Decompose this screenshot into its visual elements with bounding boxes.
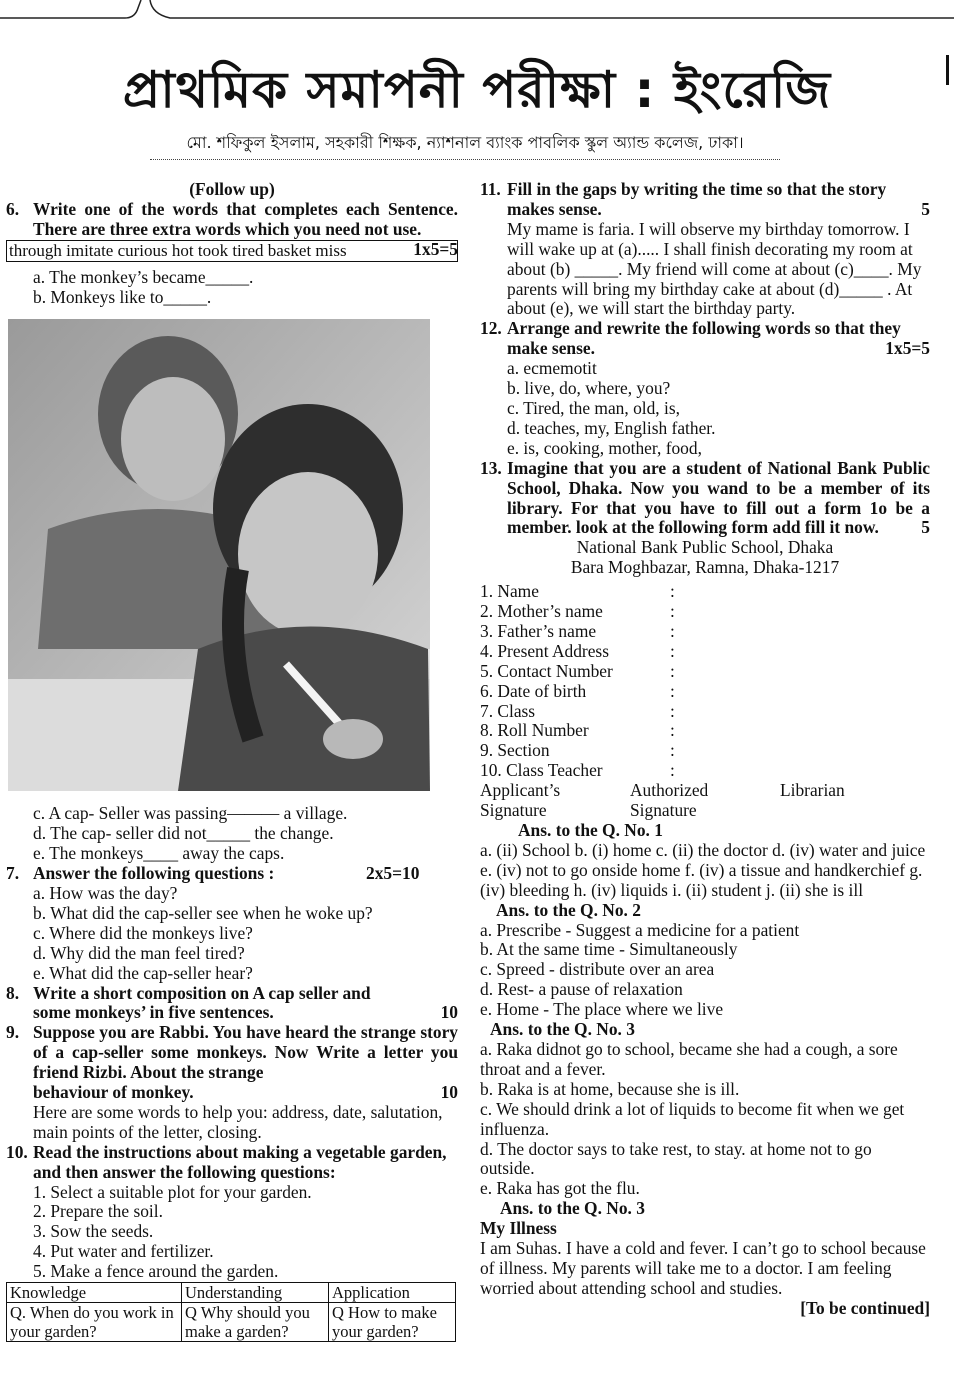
list-item: c. Spreed - distribute over an area (480, 959, 715, 980)
question-text-cont: some monkeys’ in five sentences. (33, 1002, 274, 1023)
question-11 (480, 180, 930, 220)
table-header: Understanding (182, 1283, 329, 1303)
list-item: a. Prescribe - Suggest a medicine for a patient (480, 919, 800, 940)
question-7 (6, 864, 458, 884)
field-label: 1. Name (480, 581, 539, 602)
question-marks: 10 (440, 1082, 458, 1103)
form-field (480, 602, 930, 622)
table-row (7, 1303, 456, 1342)
table-header: Application (329, 1283, 456, 1303)
question-marks: 5 (921, 517, 930, 538)
sentence-e: e. The monkeys____ away the caps. (33, 843, 285, 864)
table-cell: Q. When do you work in your garden? (7, 1303, 182, 1342)
form-field (480, 622, 930, 642)
step-item: 1. Select a suitable plot for your garden. (33, 1181, 312, 1202)
field-label: 4. Present Address (480, 640, 609, 661)
applicant-signature: Applicant’s Signature (480, 780, 561, 821)
step-item: 2. Prepare the soil. (33, 1201, 163, 1222)
field-colon: : (670, 760, 675, 781)
authorized-signature: Authorized Signature (630, 780, 709, 821)
answer-1-title: Ans. to the Q. No. 1 (518, 820, 663, 840)
answer-3b-title: Ans. to the Q. No. 3 (500, 1198, 645, 1219)
answer-2-title: Ans. to the Q. No. 2 (496, 899, 641, 920)
question-8 (6, 984, 458, 1024)
question-number: 8. (6, 982, 20, 1003)
left-column (6, 180, 458, 1342)
field-colon: : (670, 740, 675, 761)
sentence-d: d. The cap- seller did not_____ the change. (33, 823, 334, 844)
question-number: 7. (6, 863, 20, 884)
margin-bar (946, 55, 949, 85)
right-column (480, 180, 930, 1319)
school-name: National Bank Public School, Dhaka (576, 537, 834, 558)
field-colon: : (670, 640, 675, 661)
author-byline: মো. শফিকুল ইসলাম, সহকারী শিক্ষক, ন্যাশনাল ব্যাংক পাবলিক স্কুল অ্যান্ড কলেজ, ঢাকা। (150, 130, 780, 160)
list-item: a. ecmemotit (507, 358, 597, 379)
school-address: Bara Moghbazar, Ramna, Dhaka-1217 (570, 557, 840, 578)
librarian-signature: Librarian (780, 780, 845, 801)
question-text: Fill in the gaps by writing the time so that the story makes sense. (507, 179, 887, 219)
form-field (480, 721, 930, 741)
story-text: My mame is faria. I will observe my birthday tomorrow. I will wake up at (a)..... I shall finish decorating my room at about (b) _____. My friend will come at about (c)____. My parents will bring my birthday cake at about (d)_____ . At about (e), we will start the birthday party. (507, 218, 922, 319)
form-field (480, 682, 930, 702)
question-marks: 2x5=10 (366, 863, 420, 884)
answer-3-title: Ans. to the Q. No. 3 (490, 1019, 635, 1040)
word-box: through imitate curious hot took tired basket miss (6, 240, 458, 262)
question-number: 9. (6, 1022, 20, 1043)
question-text: Write one of the words that completes each Sentence. There are three extra words which you need not use. (33, 198, 458, 239)
signature-row (480, 781, 930, 821)
field-label: 5. Contact Number (480, 660, 613, 681)
table-header-row (7, 1283, 456, 1303)
field-label: 2. Mother’s name (480, 601, 603, 622)
field-colon: : (670, 680, 675, 701)
list-item: a. How was the day? (33, 882, 178, 903)
table-cell: Q How to make your garden? (329, 1303, 456, 1342)
field-label: 6. Date of birth (480, 680, 587, 701)
step-item: 3. Sow the seeds. (33, 1221, 154, 1242)
list-item: b. At the same time - Simultaneously (480, 939, 738, 960)
follow-up-label: (Follow up) (189, 179, 275, 199)
question-12 (480, 319, 930, 359)
help-text: Here are some words to help you: address, date, salutation, main points of the letter, closing. (33, 1101, 443, 1142)
field-label: 8. Roll Number (480, 720, 589, 741)
field-label: 9. Section (480, 740, 550, 761)
form-field (480, 662, 930, 682)
field-label: 7. Class (480, 700, 536, 721)
question-marks: 1x5=5 (413, 238, 458, 259)
list-item: c. Where did the monkeys live? (33, 922, 253, 943)
question-number: 12. (480, 318, 502, 339)
question-marks: 10 (440, 1002, 458, 1023)
field-colon: : (670, 601, 675, 622)
question-9 (6, 1023, 458, 1103)
question-text: Arrange and rewrite the following words so that they make sense. (507, 318, 901, 359)
list-item: e. is, cooking, mother, food, (507, 437, 702, 458)
question-number: 13. (480, 457, 502, 478)
field-colon: : (670, 700, 675, 721)
continued-note: [To be continued] (800, 1297, 930, 1318)
form-field (480, 642, 930, 662)
question-text: Read the instructions about making a vegetable garden, and then answer the following questions: (33, 1141, 447, 1182)
question-marks: 5 (921, 198, 930, 219)
list-item: c. Tired, the man, old, is, (507, 397, 680, 418)
field-label: 3. Father’s name (480, 620, 597, 641)
form-field (480, 761, 930, 781)
step-item: 4. Put water and fertilizer. (33, 1241, 214, 1262)
table-header: Knowledge (7, 1283, 182, 1303)
list-item: d. Rest- a pause of relaxation (480, 979, 683, 1000)
students-writing-photo (8, 319, 430, 791)
sentence-a: a. The monkey’s became_____. (33, 266, 254, 287)
question-10 (6, 1143, 458, 1183)
step-item: 5. Make a fence around the garden. (33, 1261, 279, 1282)
question-number: 6. (6, 198, 20, 219)
field-colon: : (670, 620, 675, 641)
field-label: 10. Class Teacher (480, 760, 603, 781)
list-item: e. Home - The place where we live (480, 999, 724, 1020)
list-item: a. Raka didnot go to school, became she had a cough, a sore throat and a fever. (480, 1038, 898, 1079)
question-marks: 1x5=5 (885, 338, 930, 359)
form-field (480, 582, 930, 602)
question-type-table (6, 1282, 456, 1342)
list-item: d. The doctor says to take rest, to stay. at home not to go outside. (480, 1138, 872, 1179)
form-field (480, 741, 930, 761)
list-item: d. Why did the man feel tired? (33, 942, 245, 963)
question-13 (480, 459, 930, 539)
field-colon: : (670, 720, 675, 741)
field-colon: : (670, 581, 675, 602)
list-item: e. What did the cap-seller hear? (33, 962, 253, 983)
list-item: c. We should drink a lot of liquids to become fit when we get influenza. (480, 1098, 905, 1139)
question-text: Write a short composition on A cap seller and (33, 982, 371, 1003)
sentence-c: c. A cap- Seller was passing——— a village. (33, 803, 348, 824)
list-item: d. teaches, my, English father. (507, 417, 716, 438)
question-text-cont: behaviour of monkey. (33, 1082, 194, 1103)
question-text: Imagine that you are a student of National Bank Public School, Dhaka. Now you wand to be a member of its library. For that you have to fill out a form 1o be a member. look at the following form add fill it now. (507, 457, 930, 538)
list-item: e. Raka has got the flu. (480, 1178, 640, 1199)
table-cell: Q Why should you make a garden? (182, 1303, 329, 1342)
list-item: b. live, do, where, you? (507, 378, 671, 399)
answer-1-body: a. (ii) School b. (i) home c. (ii) the doctor d. (iv) water and juice e. (iv) not to go onside home f. (iv) a tissue and handkerchief g. (iv) bleeding h. (iv) liquids i. (ii) student j. (ii) she is ill (480, 839, 926, 900)
composition-heading: My Illness (480, 1218, 557, 1239)
question-text: Answer the following questions : (33, 863, 275, 884)
top-decoration (0, 0, 954, 22)
question-number: 11. (480, 179, 501, 199)
form-field (480, 702, 930, 722)
field-colon: : (670, 660, 675, 681)
sentence-b: b. Monkeys like to_____. (33, 286, 212, 307)
list-item: b. Raka is at home, because she is ill. (480, 1078, 740, 1099)
question-number: 10. (6, 1141, 28, 1162)
page-title: প্রাথমিক সমাপনী পরীক্ষা : ইংরেজি (122, 61, 832, 119)
question-text: Suppose you are Rabbi. You have heard the strange story of a cap-seller some monkeys. Now Write a letter you friend Rizbi. About the strange (33, 1022, 458, 1083)
list-item: b. What did the cap-seller see when he woke up? (33, 902, 373, 923)
composition-body: I am Suhas. I have a cold and fever. I can’t go to school because of illness. My parents will take me to a doctor. I am feeling worried about attending school and studies. (480, 1238, 926, 1298)
